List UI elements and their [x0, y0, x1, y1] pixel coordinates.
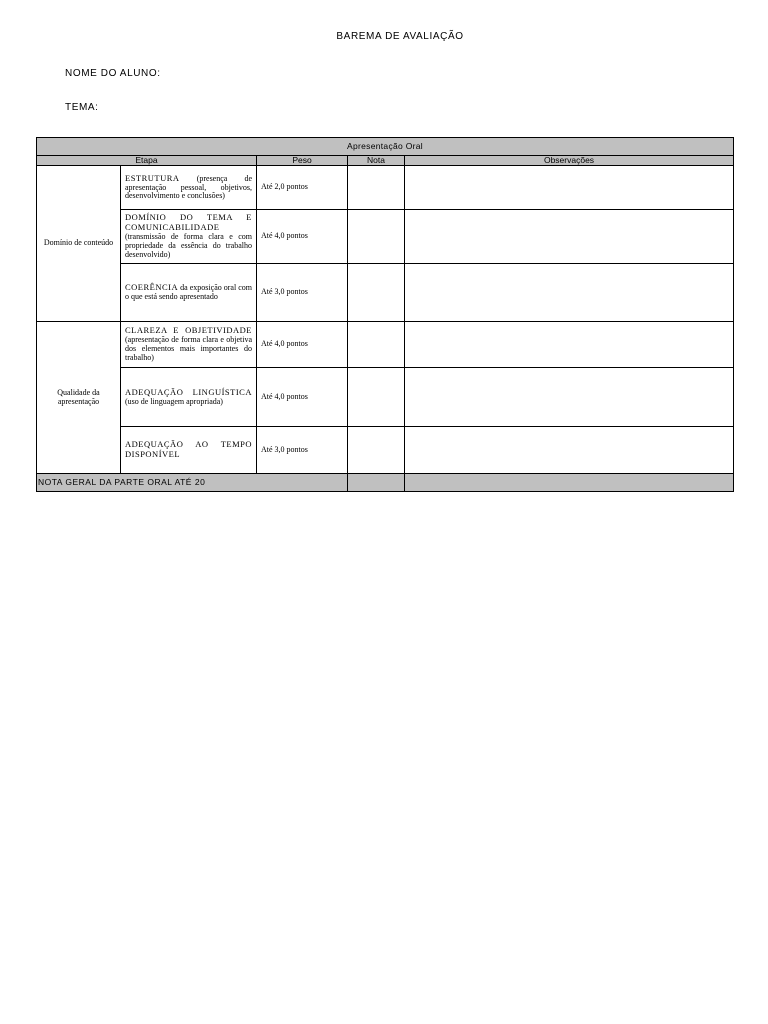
- criterion-title: ADEQUAÇÃO LINGUÍSTICA: [125, 386, 252, 397]
- peso-cell: Até 4,0 pontos: [257, 322, 348, 368]
- criterion-cell: [121, 427, 257, 474]
- observacoes-input-cell[interactable]: [405, 210, 734, 264]
- table-row: [37, 368, 734, 427]
- criterion-description: da exposição oral com o que está sendo apresentado: [125, 283, 253, 301]
- total-nota-cell[interactable]: [348, 474, 405, 492]
- table-row: [37, 427, 734, 474]
- total-observacoes-cell[interactable]: [405, 474, 734, 492]
- criterion-description: (transmissão de forma clara e com propriedade da essência do trabalho desenvolvido): [125, 232, 252, 259]
- criterion-title: ADEQUAÇÃO AO TEMPO DISPONÍVEL: [125, 439, 252, 459]
- nota-input-cell[interactable]: [348, 166, 405, 210]
- criterion-cell: [121, 368, 257, 427]
- criterion-title: CLAREZA E OBJETIVIDADE: [125, 325, 252, 336]
- peso-cell: Até 2,0 pontos: [257, 166, 348, 210]
- criterion-cell: [121, 264, 257, 322]
- peso-cell: Até 4,0 pontos: [257, 210, 348, 264]
- criterion-title: COERÊNCIA: [125, 282, 179, 293]
- nota-input-cell[interactable]: [348, 427, 405, 474]
- total-row: [37, 474, 734, 492]
- observacoes-input-cell[interactable]: [405, 264, 734, 322]
- observacoes-input-cell[interactable]: [405, 368, 734, 427]
- header-observacoes: Observações: [405, 156, 734, 166]
- peso-cell: Até 4,0 pontos: [257, 368, 348, 427]
- observacoes-input-cell[interactable]: [405, 322, 734, 368]
- table-row: [37, 210, 734, 264]
- evaluation-table: [36, 137, 734, 492]
- table-row: [37, 322, 734, 368]
- criterion-title: ESTRUTURA: [125, 172, 180, 183]
- table-row: [37, 166, 734, 210]
- criterion-cell: [121, 166, 257, 210]
- nota-input-cell[interactable]: [348, 322, 405, 368]
- peso-cell: Até 3,0 pontos: [257, 264, 348, 322]
- header-peso: Peso: [257, 156, 348, 166]
- criterion-description: (uso de linguagem apropriada): [125, 396, 223, 406]
- criterion-title: DOMÍNIO DO TEMA E COMUNICABILIDADE: [125, 212, 252, 233]
- observacoes-input-cell[interactable]: [405, 166, 734, 210]
- total-label: NOTA GERAL DA PARTE ORAL ATÉ 20: [37, 474, 348, 492]
- etapa-qualidade-apresentacao: Qualidade da apresentação: [37, 322, 121, 474]
- nota-input-cell[interactable]: [348, 264, 405, 322]
- student-name-label: NOME DO ALUNO:: [65, 68, 161, 79]
- etapa-dominio-conteudo: Domínio de conteúdo: [37, 166, 121, 322]
- criterion-cell: [121, 210, 257, 264]
- table-title: Apresentação Oral: [37, 138, 734, 156]
- header-etapa: Etapa: [37, 156, 257, 166]
- nota-input-cell[interactable]: [348, 210, 405, 264]
- table-row: [37, 264, 734, 322]
- header-nota: Nota: [348, 156, 405, 166]
- criterion-description: (presença de apresentação pessoal, objetivos, desenvolvimento e conclusões): [125, 173, 252, 201]
- nota-input-cell[interactable]: [348, 368, 405, 427]
- theme-label: TEMA:: [65, 102, 99, 113]
- document-title: BAREMA DE AVALIAÇÃO: [336, 31, 464, 42]
- observacoes-input-cell[interactable]: [405, 427, 734, 474]
- criterion-cell: [121, 322, 257, 368]
- criterion-description: (apresentação de forma clara e objetiva dos elementos mais importantes do trabalho): [125, 335, 252, 362]
- peso-cell: Até 3,0 pontos: [257, 427, 348, 474]
